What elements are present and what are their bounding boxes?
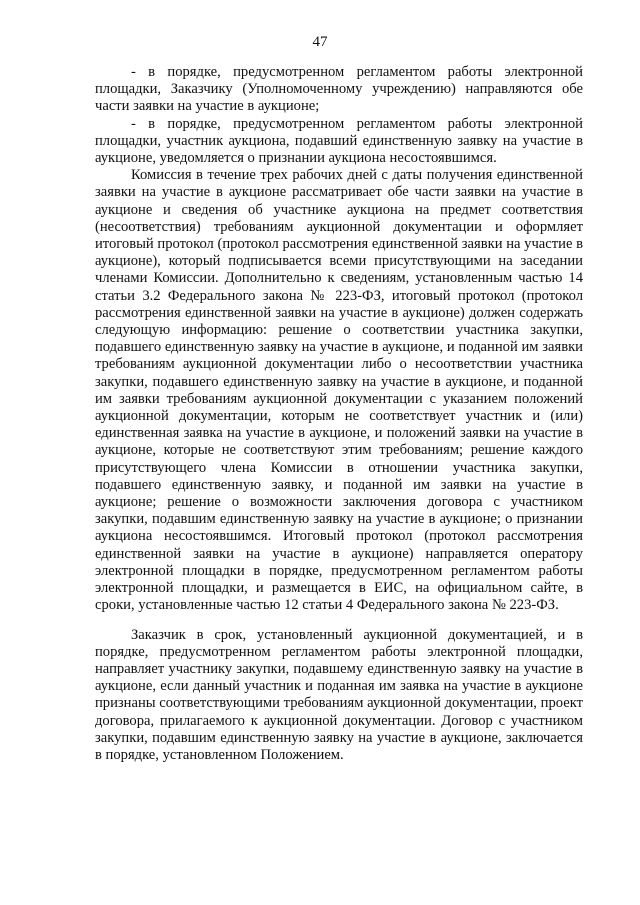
paragraph-notify-participant: - в порядке, предусмотренном регламентом работы электронной площадки, участник аукциона, подавший единственную заявку на участие в аукционе, уведомляется о признании аукциона несостоявшимся. [95,115,583,167]
page-number: 47 [312,34,328,50]
paragraph-contract-draft: Заказчик в срок, установленный аукционной документацией, и в порядке, предусмотренном регламентом работы электронной площадки, направляет участнику закупки, подавшему единственную заявку на участие в аукционе, если данный участник и поданная им заявка на участие в аукционе признаны соответствующими требованиям аукционной документации, проект договора, прилагаемого к аукционной документации. Договор с участником закупки, подавшим единственную заявку на участие в аукционе, заключается в порядке, установленном Положением. [95,626,583,763]
paragraph-commission-review: Комиссия в течение трех рабочих дней с даты получения единственной заявки на участие в аукционе рассматривает обе части заявки на участие в аукционе и сведения об участнике аукциона на предмет соответствия (несоответствия) требованиям аукционной документации и оформляет итоговый протокол (протокол рассмотрения единственной заявки на участие в аукционе), который подписывается всеми присутствующими на заседании членами Комиссии. Дополнительно к сведениям, установленным частью 14 статьи 3.2 Федерального закона № 223-ФЗ, итоговый протокол (протокол рассмотрения единственной заявки на участие в аукционе) должен содержать следующую информацию: решение о соответствии участника закупки, подавшего единственную заявку на участие в аукционе, и поданной им заявки требованиям аукционной документации либо о несоответствии участника закупки, подавшего единственную заявку на участие в аукционе, и поданной им заявки требованиям аукционной документации с указанием положений аукционной документации, которым не соответствует участник и (или) единственная заявка на участие в аукционе, и положений заявки на участие в аукционе, которые не соответствуют этим требованиям; решение каждого присутствующего члена Комиссии в отношении участника закупки, подавшего единственную заявку, и поданной им заявки на участие в аукционе; решение о возможности заключения договора с участником закупки, подавшим единственную заявку на участие в аукционе; о признании аукциона несостоявшимся. Итоговый протокол (протокол рассмотрения единственной заявки на участие в аукционе) направляется оператору электронной площадки в порядке, предусмотренном регламентом работы электронной площадки, и размещается в ЕИС, на официальном сайте, в сроки, установленные частью 12 статьи 4 Федерального закона № 223-ФЗ. [95,167,583,614]
paragraph-notify-customer: - в порядке, предусмотренном регламентом работы электронной площадки, Заказчику (Уполномоченному учреждению) направляются обе части заявки на участие в аукционе; [95,64,583,115]
document-body [95,64,583,764]
